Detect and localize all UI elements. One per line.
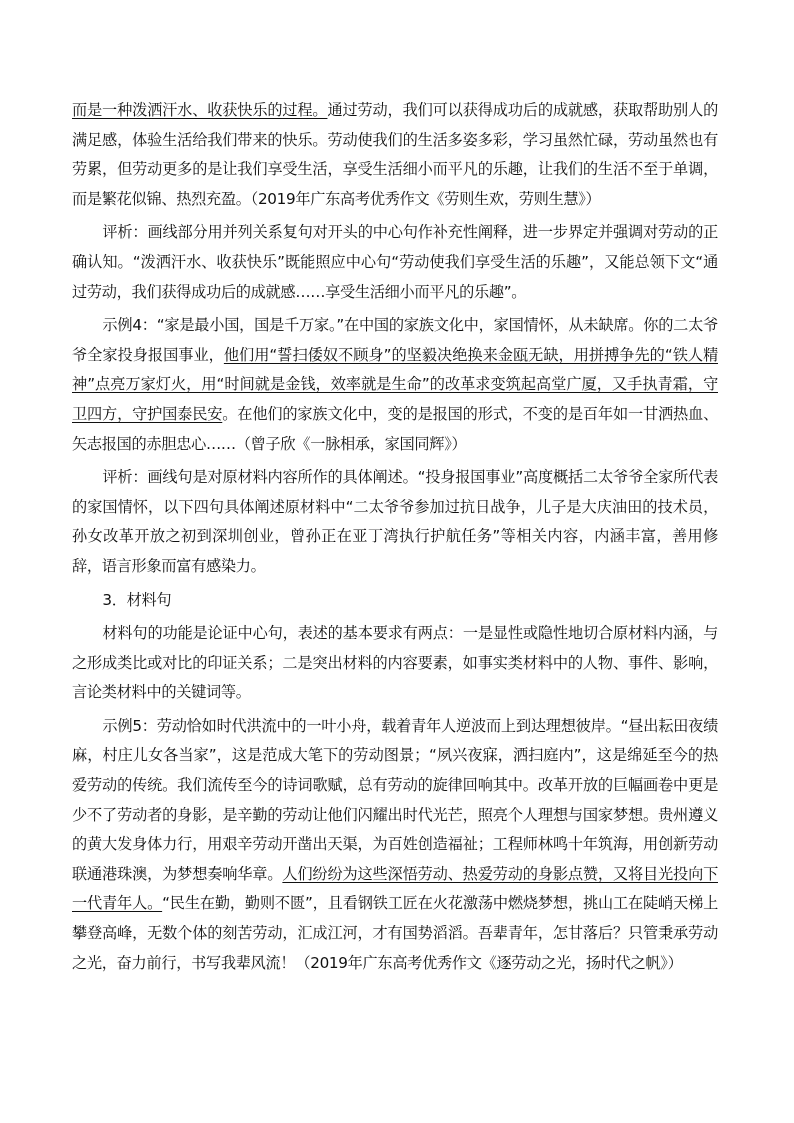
underlined-sentence: 而是一种泼洒汗水、收获快乐的过程。 <box>72 101 328 119</box>
document-page <box>72 96 718 978</box>
example-4-lead: 示例4：“家是最小国，国是千万家。”在中国的家族文化中，家国情怀，从未缺席。你的二太爷爷全家投身报国事业， <box>72 316 718 364</box>
section-heading: 3．材料句 <box>102 590 172 609</box>
underlined-sentence: 他们用“誓扫倭奴不顾身”的坚毅决绝换来金瓯无缺，用拼搏争先的“铁人精神”点亮万家灯火，用“时间就是金钱，效率就是生命”的改革求变筑起高堂广厦，又手执青霜，守卫四方，守护国泰民安 <box>72 345 718 423</box>
paragraph-example3-continued <box>72 96 718 214</box>
paragraph-text: 通过劳动，我们可以获得成功后的成就感，获取帮助别人的满足感，体验生活给我们带来的快乐。劳动使我们的生活多姿多彩，学习虽然忙碌，劳动虽然也有劳累，但劳动更多的是让我们享受生活，享受生活细小而平凡的乐趣，让我们的生活不至于单调，而是繁花似锦、热烈充盈。（2019年广东高考优秀作文《劳则生欢，劳则生慧》） <box>72 101 718 208</box>
example-4-paragraph <box>72 311 718 459</box>
underlined-sentence: 人们纷纷为这些深悟劳动、热爱劳动的身影点赞，又将目光投向下一代青年人。 <box>72 864 718 913</box>
example-5-rest: “民生在勤，勤则不匮”，且看钢铁工匠在火花激荡中燃烧梦想，挑山工在陡峭天梯上攀登高峰，无数个体的刻苦劳动，汇成江河，才有国势滔滔。吾辈青年，怎甘落后？只管秉承劳动之光，奋力前行，书写我辈风流！（2019年广东高考优秀作文《逐劳动之光，扬时代之帆》） <box>72 894 718 972</box>
material-sentence-paragraph: 材料句的功能是论证中心句，表述的基本要求有两点：一是显性或隐性地切合原材料内涵，与之形成类比或对比的印证关系；二是突出材料的内容要素，如事实类材料中的人物、事件、影响，言论类材料中的关键词等。 <box>72 624 718 702</box>
example-5-text: 示例5：劳动恰如时代洪流中的一叶小舟，载着青年人逆波而上到达理想彼岸。“昼出耘田夜绩麻，村庄儿女各当家”，这是范成大笔下的劳动图景；“夙兴夜寐，洒扫庭内”，这是绵延至今的热爱劳动的传统。我们流传至今的诗词歌赋，总有劳动的旋律回响其中。改革开放的巨幅画卷中更是少不了劳动者的身影，是辛勤的劳动让他们闪耀出时代光芒，照亮个人理想与国家梦想。贵州遵义的黄大发身体力行，用艰辛劳动开凿出天渠，为百姓创造福祉；工程师林鸣十年筑海，用创新劳动联通港珠澳，为梦想奏响华章。 <box>72 716 718 883</box>
example-4-rest: 。在他们的家族文化中，变的是报国的形式，不变的是百年如一甘洒热血、矢志报国的赤胆忠心……（曾子欣《一脉相承，家国同辉》） <box>72 404 718 453</box>
commentary-paragraph-1: 评析：画线部分用并列关系复句对开头的中心句作补充性阐释，进一步界定并强调对劳动的正确认知。“泼洒汗水、收获快乐”既能照应中心句“劳动使我们享受生活的乐趣”，又能总领下文“通过劳动，我们获得成功后的成就感……享受生活细小而平凡的乐趣”。 <box>72 223 718 301</box>
example-5-paragraph <box>72 712 718 978</box>
commentary-paragraph-2: 评析：画线句是对原材料内容所作的具体阐述。“投身报国事业”高度概括二太爷爷全家所代表的家国情怀，以下四句具体阐述原材料中“二太爷爷参加过抗日战争，儿子是大庆油田的技术员，孙女改革开放之初到深圳创业，曾孙正在亚丁湾执行护航任务”等相关内容，内涵丰富，善用修辞，语言形象而富有感染力。 <box>72 468 718 575</box>
